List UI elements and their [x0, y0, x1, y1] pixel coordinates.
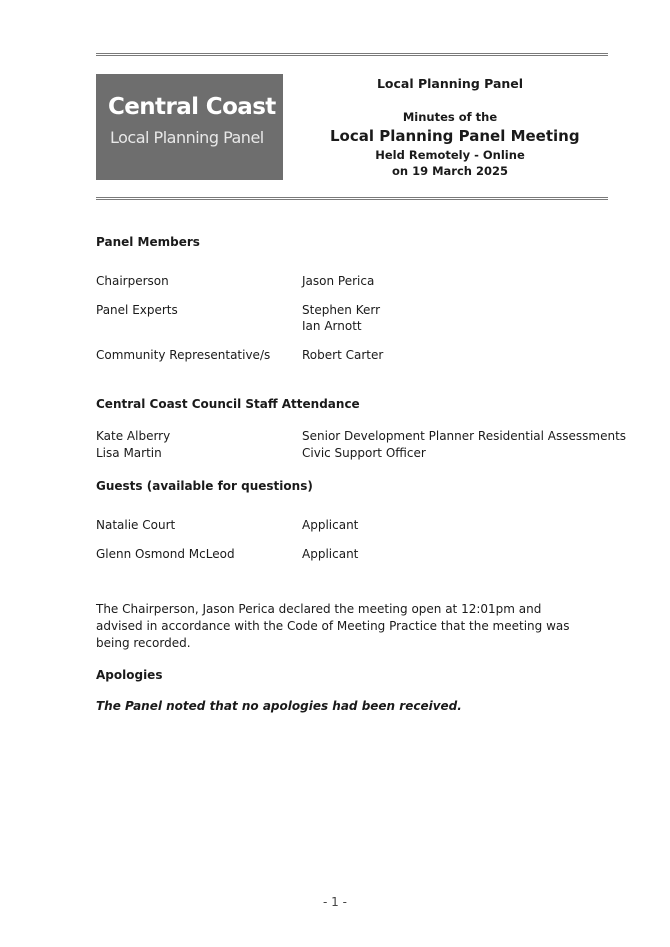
guests-heading: Guests (available for questions): [96, 479, 313, 493]
guest-role: Applicant: [302, 518, 359, 532]
staff-attendance-heading: Central Coast Council Staff Attendance: [96, 397, 360, 411]
guest-name: Glenn Osmond McLeod: [96, 547, 235, 561]
logo-title: Central Coast: [108, 94, 276, 120]
header-minutes-of: Minutes of the: [402, 110, 498, 124]
apologies-heading: Apologies: [96, 668, 163, 682]
header-meeting-date: on 19 March 2025: [392, 164, 508, 178]
member-name: Robert Carter: [302, 348, 384, 362]
top-rule: [96, 53, 608, 56]
panel-members-heading: Panel Members: [96, 235, 200, 249]
guest-role: Applicant: [302, 547, 359, 561]
header-bottom-rule: [96, 197, 608, 200]
staff-name: Lisa Martin: [96, 446, 162, 460]
page-number: - 1 -: [323, 895, 347, 909]
staff-name: Kate Alberry: [96, 429, 171, 443]
header-panel-name: Local Planning Panel: [376, 76, 524, 91]
header-held-remotely: Held Remotely - Online: [375, 148, 525, 162]
header-meeting-title: Local Planning Panel Meeting: [330, 127, 580, 145]
logo-subtitle: Local Planning Panel: [110, 128, 264, 147]
staff-role: Civic Support Officer: [302, 446, 426, 460]
opening-paragraph: The Chairperson, Jason Perica declared the meeting open at 12:01pm and advised in accordance with the Code of Meeting Practice that the meeting was being recorded.: [96, 602, 570, 650]
member-role: Chairperson: [96, 274, 169, 288]
guest-name: Natalie Court: [96, 518, 176, 532]
member-name: Jason Perica: [302, 274, 375, 288]
member-role: Panel Experts: [96, 303, 178, 317]
apologies-note: The Panel noted that no apologies had been received.: [96, 699, 462, 713]
member-role: Community Representative/s: [96, 348, 271, 362]
central-coast-logo: [96, 74, 283, 180]
member-name: Ian Arnott: [302, 319, 362, 333]
staff-role: Senior Development Planner Residential Assessments: [302, 429, 627, 443]
member-name: Stephen Kerr: [302, 303, 381, 317]
